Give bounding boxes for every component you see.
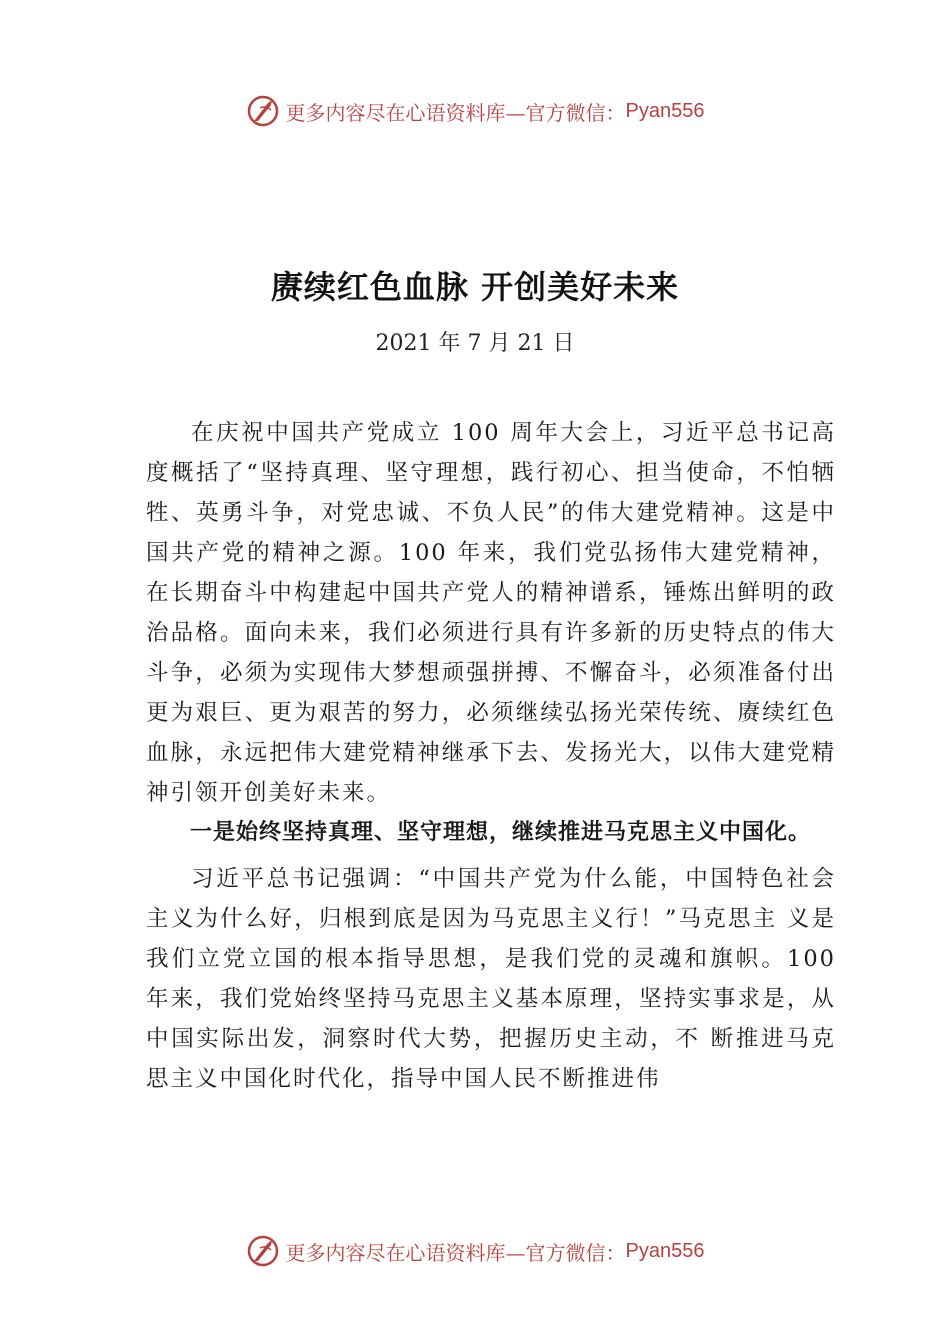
document-date: 2021 年 7 月 21 日 (375, 331, 575, 356)
section-heading: 一是始终坚持真理、坚守理想，继续推进马克思主义中国化。 (190, 820, 812, 845)
footer-banner (0, 1234, 950, 1268)
quill-pen-logo-icon (246, 94, 280, 128)
banner-text: 更多内容尽在心语资料库—官方微信： (285, 1240, 626, 1265)
section-paragraph: 习近平总书记强调：“中国共产党为什么能，中国特色社会主义为什么好，归根到底是因为马克思主义行！”马克思主 义是我们立党立国的根本指导思想，是我们党的灵魂和旗帜。100 年来，我们党始终坚持马克思主义基本原理，坚持实事求是，从中国实际出发，洞察时代大势，把握历史主动，不 断推进马克思主义中国化时代化，指导中国人民不断推进伟 (146, 866, 836, 1092)
intro-paragraph: 在庆祝中国共产党成立 100 周年大会上，习近平总书记高度概括了“坚持真理、坚守理想，践行初心、担当使命，不怕牺牲、英勇斗争，对党忠诚、不负人民”的伟大建党精神。这是中国共产党的精神之源。100 年来，我们党弘扬伟大建党精神，在长期奋斗中构建起中国共产党人的精神谱系，锤炼出鲜明的政治品格。面向未来，我们必须进行具有许多新的历史特点的伟大斗争，必须为实现伟大梦想顽强拼搏、不懈奋斗，必须准备付出更为艰巨、更为艰苦的努力，必须继续弘扬光荣传统、赓续红色血脉，永远把伟大建党精神继承下去、发扬光大，以伟大建党精神引领开创美好未来。 (146, 420, 836, 806)
banner-text: 更多内容尽在心语资料库—官方微信： (285, 100, 626, 125)
banner-wechat-id: Pyan556 (625, 99, 705, 122)
header-banner (0, 94, 950, 128)
quill-pen-logo-icon (246, 1234, 280, 1268)
document-title: 赓续红色血脉 开创美好未来 (270, 268, 680, 306)
banner-wechat-id: Pyan556 (625, 1239, 705, 1262)
document-body (146, 413, 836, 1099)
